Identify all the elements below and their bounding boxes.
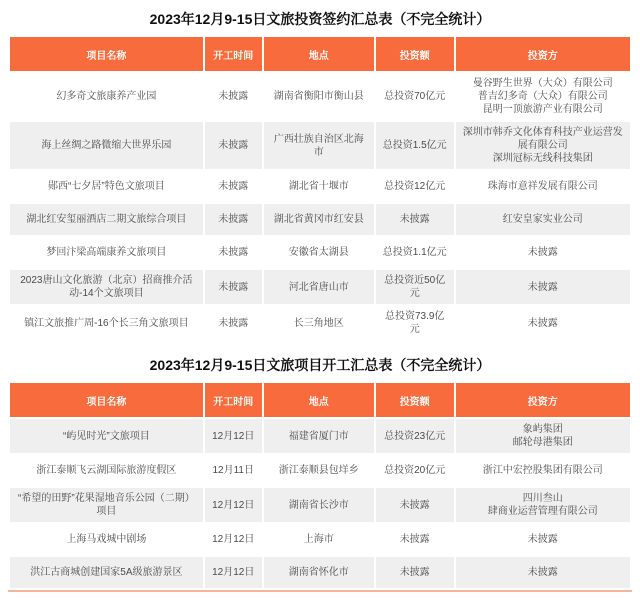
cell-start-time: 未披露 xyxy=(205,270,262,304)
cell-line: 深圳冠标无线科技集团 xyxy=(492,153,593,164)
cell-location: 河北省唐山市 xyxy=(264,270,374,304)
cell-investment-amount: 总投资70亿元 xyxy=(376,73,454,120)
cell-investor xyxy=(456,122,630,169)
table-row xyxy=(10,557,630,588)
column-header: 投资方 xyxy=(456,383,630,417)
cell-investment-amount: 总投资73.9亿元 xyxy=(376,306,454,340)
cell-start-time: 未披露 xyxy=(205,306,262,340)
cell-investor xyxy=(456,488,630,522)
cell-line: 普吉幻多奇（大众）有限公司 xyxy=(477,91,608,102)
cell-line: 四川叁山 xyxy=(522,493,563,504)
cell-project-name: 郧西“七夕居”特色文旅项目 xyxy=(10,171,203,202)
column-header: 投资额 xyxy=(376,37,454,71)
construction-table-wrap xyxy=(0,381,640,592)
cell-start-time: 未披露 xyxy=(205,237,262,268)
column-header: 开工时间 xyxy=(205,37,262,71)
signing-table xyxy=(8,35,632,342)
cell-investor: 红安皇家实业公司 xyxy=(456,204,630,235)
cell-investment-amount: 未披露 xyxy=(376,557,454,588)
cell-investment-amount: 总投资23亿元 xyxy=(376,419,454,453)
column-header: 地点 xyxy=(264,383,374,417)
cell-start-time: 12月12日 xyxy=(205,524,262,555)
cell-investor: 珠海市意祥发展有限公司 xyxy=(456,171,630,202)
cell-start-time: 12月12日 xyxy=(205,419,262,453)
construction-table-title: 2023年12月9-15日文旅项目开工汇总表（不完全统计） xyxy=(149,357,491,373)
cell-project-name: 洪江古商城创建国家5A级旅游景区 xyxy=(10,557,203,588)
table-row xyxy=(10,237,630,268)
column-header: 项目名称 xyxy=(10,383,203,417)
cell-line: 邮轮母港集团 xyxy=(512,437,573,448)
cell-investor: 浙江中宏控股集团有限公司 xyxy=(456,455,630,486)
cell-location: 安徽省太湖县 xyxy=(264,237,374,268)
cell-location: 广西壮族自治区北海市 xyxy=(264,122,374,169)
cell-location: 上海市 xyxy=(264,524,374,555)
cell-start-time: 12月12日 xyxy=(205,488,262,522)
column-header: 开工时间 xyxy=(205,383,262,417)
cell-start-time: 未披露 xyxy=(205,171,262,202)
cell-line: 昆明一顶旅游产业有限公司 xyxy=(482,104,603,115)
column-header: 项目名称 xyxy=(10,37,203,71)
cell-investment-amount: 未披露 xyxy=(376,204,454,235)
cell-start-time: 未披露 xyxy=(205,204,262,235)
cell-location: 湖南省长沙市 xyxy=(264,488,374,522)
cell-start-time: 12月11日 xyxy=(205,455,262,486)
table-row xyxy=(10,455,630,486)
header-row xyxy=(10,383,630,417)
cell-investment-amount: 总投资12亿元 xyxy=(376,171,454,202)
cell-investment-amount: 总投资1.1亿元 xyxy=(376,237,454,268)
cell-location: 湖南省衡阳市衡山县 xyxy=(264,73,374,120)
cell-project-name: 浙江泰顺飞云湖国际旅游度假区 xyxy=(10,455,203,486)
cell-investment-amount: 未披露 xyxy=(376,524,454,555)
cell-location: 湖北省十堰市 xyxy=(264,171,374,202)
construction-summary-section xyxy=(0,356,640,592)
cell-investment-amount: 总投资20亿元 xyxy=(376,455,454,486)
signing-summary-section xyxy=(0,10,640,342)
table-bottom-border xyxy=(8,590,632,592)
cell-investor: 未披露 xyxy=(456,524,630,555)
signing-table-wrap xyxy=(0,35,640,342)
cell-investor xyxy=(456,73,630,120)
table-row xyxy=(10,171,630,202)
construction-table xyxy=(8,381,632,590)
table-row xyxy=(10,270,630,304)
column-header: 投资额 xyxy=(376,383,454,417)
cell-start-time: 未披露 xyxy=(205,73,262,120)
cell-project-name: 海上丝绸之路微缩大世界乐园 xyxy=(10,122,203,169)
cell-investment-amount: 总投资近50亿元 xyxy=(376,270,454,304)
column-header: 投资方 xyxy=(456,37,630,71)
cell-location: 福建省厦门市 xyxy=(264,419,374,453)
table-row xyxy=(10,122,630,169)
cell-line: 深圳市韩乔文化体育科技产业运营发展有限公司 xyxy=(462,127,623,151)
cell-location: 湖北省黄冈市红安县 xyxy=(264,204,374,235)
cell-line: 肆商业运营管理有限公司 xyxy=(487,506,598,517)
table-row xyxy=(10,488,630,522)
table-row xyxy=(10,419,630,453)
cell-project-name: “希望的田野”花果湿地音乐公园（二期）项目 xyxy=(10,488,203,522)
table-row xyxy=(10,73,630,120)
cell-investment-amount: 未披露 xyxy=(376,488,454,522)
cell-line: 象屿集团 xyxy=(522,424,563,435)
table-row xyxy=(10,204,630,235)
header-row xyxy=(10,37,630,71)
cell-start-time: 12月12日 xyxy=(205,557,262,588)
table-row xyxy=(10,306,630,340)
cell-investor: 未披露 xyxy=(456,237,630,268)
cell-project-name: “屿见时光”文旅项目 xyxy=(10,419,203,453)
cell-start-time: 未披露 xyxy=(205,122,262,169)
cell-investor: 未披露 xyxy=(456,270,630,304)
signing-table-title: 2023年12月9-15日文旅投资签约汇总表（不完全统计） xyxy=(149,11,491,27)
cell-location: 长三角地区 xyxy=(264,306,374,340)
cell-investor xyxy=(456,419,630,453)
cell-project-name: 2023唐山文化旅游（北京）招商推介活动-14个文旅项目 xyxy=(10,270,203,304)
cell-project-name: 梦回汴梁高端康养文旅项目 xyxy=(10,237,203,268)
cell-project-name: 幻多奇文旅康养产业园 xyxy=(10,73,203,120)
cell-line: 曼谷野生世界（大众）有限公司 xyxy=(472,78,613,89)
cell-investor: 未披露 xyxy=(456,306,630,340)
cell-project-name: 湖北红安玺丽酒店二期文旅综合项目 xyxy=(10,204,203,235)
cell-location: 浙江泰顺县包垟乡 xyxy=(264,455,374,486)
cell-location: 湖南省怀化市 xyxy=(264,557,374,588)
cell-project-name: 上海马戏城中剧场 xyxy=(10,524,203,555)
cell-project-name: 镇江文旅推广周-16个长三角文旅项目 xyxy=(10,306,203,340)
cell-investment-amount: 总投资1.5亿元 xyxy=(376,122,454,169)
cell-investor: 未披露 xyxy=(456,557,630,588)
table-row xyxy=(10,524,630,555)
column-header: 地点 xyxy=(264,37,374,71)
